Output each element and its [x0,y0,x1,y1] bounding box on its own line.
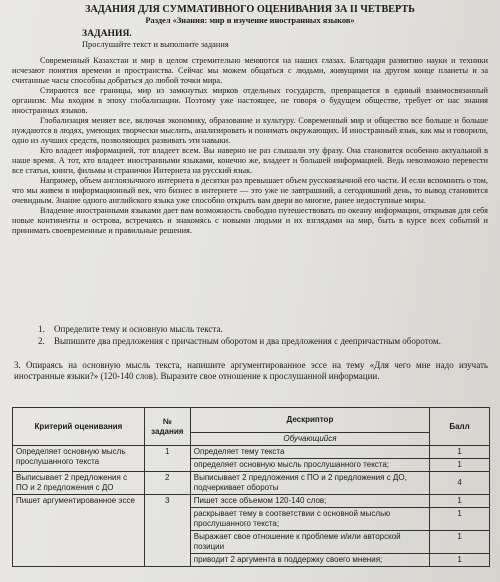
paragraph: Например, объем англоязычного интернета в десятки раз превышает объем русскоязычной его части. И если вспомнить о том, что мы живем в информационный век, что бизнес в интернете — это уже не завтрашний, а сегодняшний день, то вывод становится очевидным. Знание одного английского языка уже способно открыть вам двери во многие, ранее недоступные миры. [12,176,488,205]
paragraph: Глобализация меняет все, включая экономику, образование и культуру. Современный мир и общество все больше и больше нуждаются в людях, умеющих творчески мыслить, анализировать и понимать окружающих. И иностранный язык, как мы и говорили, одно из лучших средств, позволяющих развивать эти навыки. [12,116,488,145]
question-list [38,324,488,348]
paragraph: Современный Казахстан и мир в целом стремительно меняются на наших глазах. Благодаря развитию науки и техники исчезают понятия времени и пространства. Сейчас мы можем общаться с людьми, живущими на другом конце планеты и за считанные часы способны добраться до любой точки мира. [12,56,488,85]
score-cell: 4 [430,472,490,495]
descriptor-cell: Выражает свое отношение к проблеме и/или авторской позиции [190,531,429,554]
criterion-cell: Выписывает 2 предложения с ПО и 2 предложения с ДО [13,472,145,495]
question-number: 1. [38,324,45,334]
criterion-cell: Пишет аргументированное эссе [13,495,145,567]
paragraph: Владение иностранными языками дает вам возможность свободно путешествовать по океану информации, открывая для себя новые континенты и острова, встречаясь и знакомясь с новыми людьми и их взглядами на мир, быть в курсе всех событий и принимать своевременные и правильные решения. [12,206,488,235]
page-title: ЗАДАНИЯ ДЛЯ СУММАТИВНОГО ОЦЕНИВАНИЯ ЗА II ЧЕТВЕРТЬ [85,4,415,15]
column-header-criterion: Критерий оценивания [13,408,145,446]
descriptor-cell: Пишет эссе объемом 120-140 слов; [190,495,429,508]
descriptor-cell: Выписывает 2 предложения с ПО и 2 предложения с ДО, подчеркивает обороты [190,472,429,495]
column-header-descriptor: Дескриптор [190,408,429,433]
instruction-line: Прослушайте текст и выполните задания [82,40,229,49]
score-cell: 1 [430,495,490,508]
question-text: Определите тему и основную мысль текста. [54,324,223,334]
descriptor-cell: раскрывает тему в соответствии с основной мыслью прослушанного текста; [190,508,429,531]
table-header-row [13,408,490,433]
question-item [38,336,488,347]
question-item [38,324,488,335]
assessment-criteria-table [12,407,490,567]
score-cell: 1 [430,531,490,554]
column-header-task-no: № задания [144,408,190,446]
score-cell: 1 [430,459,490,472]
criterion-cell: Определяет основную мысль прослушанного текста [13,446,145,472]
descriptor-cell: Определяет тему текста [190,446,429,459]
task-number-cell: 3 [144,495,190,567]
table-row [13,446,490,459]
question-text: Выпишите два предложения с причастным оборотом и два предложения с деепричастным оборотом. [54,336,441,346]
table-row [13,472,490,495]
task-heading: ЗАДАНИЯ. [82,28,132,39]
descriptor-cell: определяет основную мысль прослушанного текста; [190,459,429,472]
score-cell: 1 [430,446,490,459]
section-subtitle: Раздел «Знания: мир и изучение иностранных языков» [145,16,355,25]
descriptor-cell: приводит 2 аргумента в поддержку своего мнения; [190,554,429,567]
descriptor-subheader: Обучающийся [190,433,429,446]
column-header-score: Балл [430,408,490,446]
score-cell: 1 [430,508,490,531]
table-row [13,495,490,508]
question-number: 2. [38,336,45,346]
paragraph: Кто владеет информацией, тот владеет всем. Вы наверно не раз слышали эту фразу. Она становится особенно актуальной в наше время. А тот, кто владеет иностранными языками, конечно же, владеет и большей информацией. Ведь невозможно перевести все статьи, книги, фильмы и странички Интернета на русский язык. [12,146,488,175]
score-cell: 1 [430,554,490,567]
task-number-cell: 1 [144,446,190,472]
reading-text [12,56,488,236]
paragraph: Стираются все границы, мир из замкнутых мирков отдельных государств, превращается в единый взаимосвязанный организм. Мы входим в эпоху глобализации. Поэтому уже настоящее, не говоря о будущем обществе, требует от нас знания иностранных языков. [12,86,488,115]
task-number-cell: 2 [144,472,190,495]
question-3: 3. Опираясь на основную мысль текста, напишите аргументированное эссе на тему «Для чего мне надо изучать иностранные языки?» (120-140 слов). Выразите свое отношение к прослушанной информации. [14,360,488,381]
